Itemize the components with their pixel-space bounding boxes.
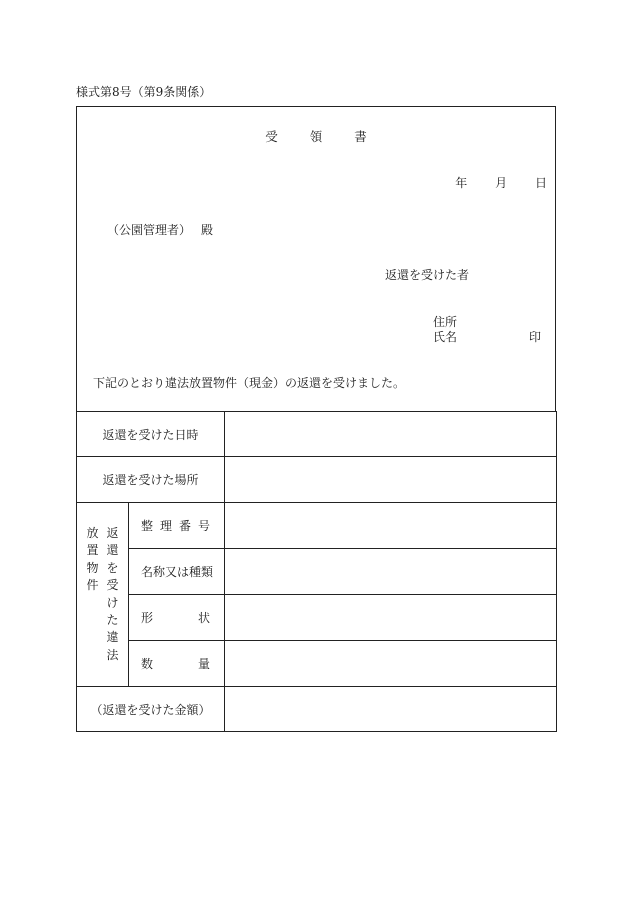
group-label-char: た (106, 612, 119, 627)
day-label: 日 (534, 176, 547, 190)
addressee: （公園管理者） (107, 223, 192, 237)
table-row (77, 549, 557, 595)
statement: 下記のとおり違法放置物件（現金）の返還を受けました。 (93, 376, 406, 390)
table-row (77, 687, 557, 732)
group-label-col2 (107, 525, 119, 664)
quantity-label (129, 641, 225, 687)
group-label-char: 受 (106, 578, 119, 593)
year-label: 年 (455, 176, 468, 190)
name-label: 氏名 (433, 330, 458, 344)
name-or-type-label: 名称又は種類 (129, 549, 225, 595)
return-datetime-field[interactable] (225, 412, 557, 457)
label-char: 形 (141, 611, 154, 625)
label-char: 理 (160, 519, 173, 533)
return-place-label: 返還を受けた場所 (77, 457, 225, 503)
label-char: 状 (198, 611, 211, 625)
group-label-char: け (106, 595, 119, 610)
group-label-char: 件 (86, 578, 99, 593)
label-char: 整 (141, 519, 154, 533)
seal-mark: 印 (529, 330, 542, 344)
label-char: 番 (179, 519, 192, 533)
group-label-char: 還 (106, 543, 119, 558)
title-char: 受 (265, 129, 278, 144)
name-or-type-field[interactable] (225, 549, 557, 595)
title-char: 書 (354, 129, 367, 144)
document-title (77, 131, 555, 144)
group-label-char: 置 (86, 543, 99, 558)
address-label: 住所 (433, 315, 458, 329)
date-line (455, 177, 547, 189)
group-label-char: 返 (106, 525, 119, 540)
label-char: 号 (198, 519, 211, 533)
reference-number-label (129, 503, 225, 549)
table-row (77, 641, 557, 687)
shape-label (129, 595, 225, 641)
illegal-object-group-label (77, 503, 129, 687)
quantity-field[interactable] (225, 641, 557, 687)
addressee-honorific: 殿 (201, 223, 214, 237)
table-row (77, 595, 557, 641)
title-char: 領 (309, 129, 323, 144)
table-row (77, 503, 557, 549)
return-datetime-label: 返還を受けた日時 (77, 412, 225, 457)
group-label-char: 放 (86, 525, 99, 540)
returned-amount-field[interactable] (225, 687, 557, 732)
detail-table (76, 411, 557, 732)
group-label-char: 物 (86, 560, 99, 575)
label-char: 数 (141, 657, 154, 671)
month-label: 月 (495, 176, 508, 190)
group-label-char: 違 (106, 630, 119, 645)
table-row (77, 412, 557, 457)
shape-field[interactable] (225, 595, 557, 641)
label-char: 量 (198, 657, 211, 671)
group-label-col1 (86, 525, 98, 664)
group-label-char: を (106, 560, 119, 575)
reference-number-field[interactable] (225, 503, 557, 549)
group-label-char: 法 (106, 647, 119, 662)
form-number: 様式第8号（第9条関係） (76, 85, 212, 99)
receipt-header-box (76, 106, 556, 411)
returned-amount-label: （返還を受けた金額） (77, 687, 225, 732)
recipient-heading: 返還を受けた者 (385, 268, 470, 282)
table-row (77, 457, 557, 503)
return-place-field[interactable] (225, 457, 557, 503)
